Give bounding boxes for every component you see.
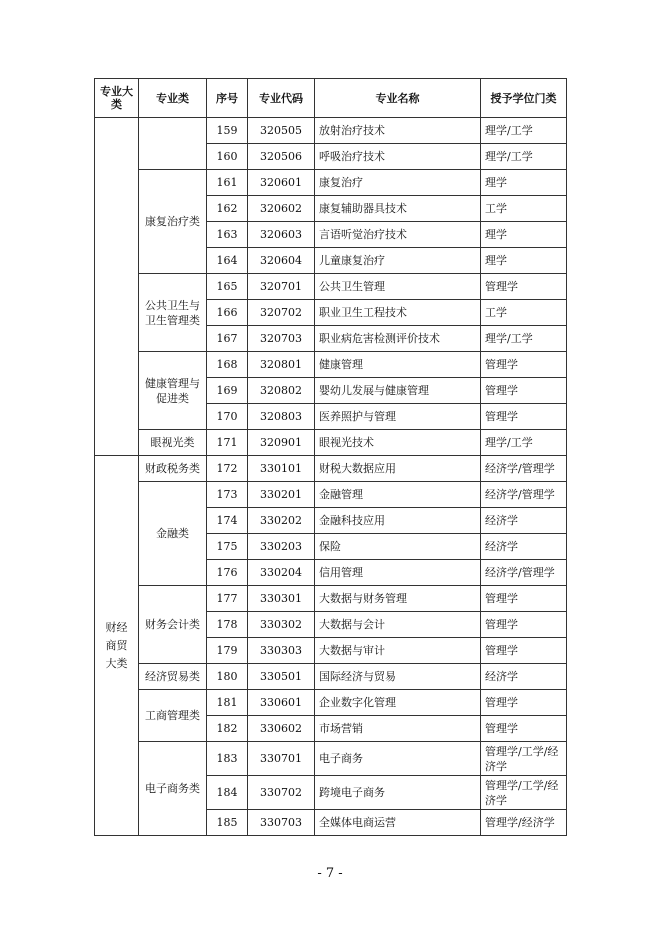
seq-cell: 173 [207,482,248,508]
header-category: 专业大类 [95,79,139,118]
seq-cell: 176 [207,560,248,586]
degree-cell: 管理学/经济学 [481,810,567,836]
name-cell: 市场营销 [315,716,481,742]
category-cell: 财经商贸大类 [95,456,139,836]
degree-cell: 理学 [481,222,567,248]
degree-cell: 管理学 [481,716,567,742]
degree-cell: 管理学 [481,378,567,404]
code-cell: 330302 [248,612,315,638]
seq-cell: 172 [207,456,248,482]
page-number: - 7 - [317,866,343,881]
seq-cell: 166 [207,300,248,326]
seq-cell: 181 [207,690,248,716]
seq-cell: 167 [207,326,248,352]
degree-cell: 理学/工学 [481,118,567,144]
name-cell: 康复辅助器具技术 [315,196,481,222]
degree-cell: 理学/工学 [481,326,567,352]
name-cell: 康复治疗 [315,170,481,196]
name-cell: 电子商务 [315,742,481,776]
code-cell: 330201 [248,482,315,508]
degree-cell: 经济学 [481,508,567,534]
name-cell: 财税大数据应用 [315,456,481,482]
degree-cell: 管理学/工学/经济学 [481,742,567,776]
name-cell: 健康管理 [315,352,481,378]
seq-cell: 164 [207,248,248,274]
name-cell: 国际经济与贸易 [315,664,481,690]
degree-cell: 理学 [481,248,567,274]
degree-cell: 理学 [481,170,567,196]
code-cell: 330703 [248,810,315,836]
name-cell: 职业病危害检测评价技术 [315,326,481,352]
degree-cell: 经济学/管理学 [481,482,567,508]
table-row [95,586,567,612]
degree-cell: 经济学 [481,534,567,560]
degree-cell: 管理学 [481,586,567,612]
degree-cell: 管理学 [481,690,567,716]
degree-cell: 管理学 [481,352,567,378]
name-cell: 跨境电子商务 [315,776,481,810]
degree-cell: 经济学/管理学 [481,560,567,586]
seq-cell: 171 [207,430,248,456]
name-cell: 放射治疗技术 [315,118,481,144]
degree-cell: 经济学 [481,664,567,690]
code-cell: 330602 [248,716,315,742]
subcategory-cell: 康复治疗类 [139,170,207,274]
code-cell: 330101 [248,456,315,482]
name-cell: 公共卫生管理 [315,274,481,300]
code-cell: 320602 [248,196,315,222]
name-cell: 企业数字化管理 [315,690,481,716]
name-cell: 职业卫生工程技术 [315,300,481,326]
code-cell: 320506 [248,144,315,170]
code-cell: 330303 [248,638,315,664]
seq-cell: 159 [207,118,248,144]
header-degree: 授予学位门类 [481,79,567,118]
name-cell: 婴幼儿发展与健康管理 [315,378,481,404]
code-cell: 320703 [248,326,315,352]
seq-cell: 177 [207,586,248,612]
header-subcategory: 专业类 [139,79,207,118]
subcategory-cell: 金融类 [139,482,207,586]
name-cell: 呼吸治疗技术 [315,144,481,170]
code-cell: 330301 [248,586,315,612]
seq-cell: 161 [207,170,248,196]
name-cell: 金融科技应用 [315,508,481,534]
table-row [95,482,567,508]
name-cell: 全媒体电商运营 [315,810,481,836]
degree-cell: 管理学/工学/经济学 [481,776,567,810]
code-cell: 330501 [248,664,315,690]
code-cell: 330701 [248,742,315,776]
code-cell: 320702 [248,300,315,326]
seq-cell: 163 [207,222,248,248]
table-row [95,170,567,196]
subcategory-cell: 工商管理类 [139,690,207,742]
table-row [95,118,567,144]
code-cell: 320505 [248,118,315,144]
header-name: 专业名称 [315,79,481,118]
code-cell: 330203 [248,534,315,560]
degree-cell: 管理学 [481,612,567,638]
name-cell: 眼视光技术 [315,430,481,456]
code-cell: 320801 [248,352,315,378]
table-row [95,664,567,690]
header-seq: 序号 [207,79,248,118]
seq-cell: 175 [207,534,248,560]
name-cell: 大数据与会计 [315,612,481,638]
code-cell: 330702 [248,776,315,810]
code-cell: 320603 [248,222,315,248]
name-cell: 信用管理 [315,560,481,586]
degree-cell: 工学 [481,300,567,326]
code-cell: 320802 [248,378,315,404]
seq-cell: 174 [207,508,248,534]
table-row [95,430,567,456]
seq-cell: 162 [207,196,248,222]
degree-cell: 管理学 [481,404,567,430]
seq-cell: 183 [207,742,248,776]
name-cell: 保险 [315,534,481,560]
seq-cell: 178 [207,612,248,638]
degree-cell: 管理学 [481,274,567,300]
code-cell: 320901 [248,430,315,456]
subcategory-cell: 财务会计类 [139,586,207,664]
name-cell: 金融管理 [315,482,481,508]
subcategory-cell: 财政税务类 [139,456,207,482]
header-code: 专业代码 [248,79,315,118]
degree-cell: 工学 [481,196,567,222]
table-row [95,274,567,300]
code-cell: 320604 [248,248,315,274]
seq-cell: 160 [207,144,248,170]
name-cell: 大数据与财务管理 [315,586,481,612]
table-row [95,456,567,482]
seq-cell: 182 [207,716,248,742]
seq-cell: 180 [207,664,248,690]
degree-cell: 经济学/管理学 [481,456,567,482]
code-cell: 330204 [248,560,315,586]
subcategory-cell: 公共卫生与卫生管理类 [139,274,207,352]
subcategory-cell [139,118,207,170]
code-cell: 320803 [248,404,315,430]
degree-cell: 理学/工学 [481,430,567,456]
name-cell: 医养照护与管理 [315,404,481,430]
degree-cell: 理学/工学 [481,144,567,170]
category-cell [95,118,139,456]
subcategory-cell: 眼视光类 [139,430,207,456]
degree-cell: 管理学 [481,638,567,664]
code-cell: 330202 [248,508,315,534]
subcategory-cell: 电子商务类 [139,742,207,836]
code-cell: 320701 [248,274,315,300]
seq-cell: 165 [207,274,248,300]
table-row [95,742,567,776]
subcategory-cell: 经济贸易类 [139,664,207,690]
seq-cell: 184 [207,776,248,810]
name-cell: 言语听觉治疗技术 [315,222,481,248]
seq-cell: 169 [207,378,248,404]
code-cell: 320601 [248,170,315,196]
table-row [95,690,567,716]
name-cell: 儿童康复治疗 [315,248,481,274]
seq-cell: 168 [207,352,248,378]
name-cell: 大数据与审计 [315,638,481,664]
seq-cell: 170 [207,404,248,430]
major-catalog-table [94,78,567,836]
subcategory-cell: 健康管理与促进类 [139,352,207,430]
table-row [95,352,567,378]
code-cell: 330601 [248,690,315,716]
table-header-row [95,79,567,118]
seq-cell: 179 [207,638,248,664]
seq-cell: 185 [207,810,248,836]
